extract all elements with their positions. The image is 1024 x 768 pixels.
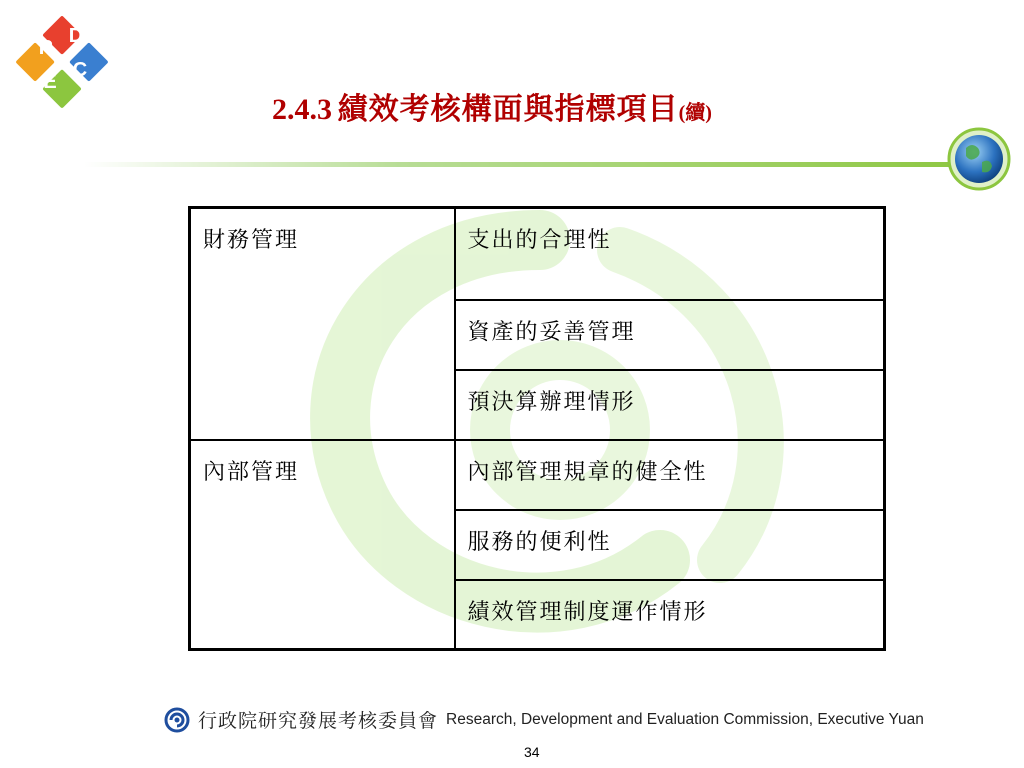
slide-title	[272, 84, 712, 128]
category-cell: 財務管理	[190, 208, 455, 440]
globe-icon	[955, 135, 1003, 183]
footer	[164, 706, 924, 733]
indicator-cell: 資產的妥善管理	[455, 300, 885, 370]
logo-letter-r: R	[38, 37, 54, 59]
rdec-logo	[14, 14, 110, 110]
table-row	[190, 208, 885, 300]
footer-org-chinese: 行政院研究發展考核委員會	[198, 710, 439, 732]
org-emblem-icon	[164, 707, 190, 733]
logo-letter-e: E	[43, 71, 57, 93]
indicator-cell: 服務的便利性	[455, 510, 885, 580]
indicator-cell: 支出的合理性	[455, 208, 885, 300]
indicator-cell: 預決算辦理情形	[455, 370, 885, 440]
page-number: 34	[524, 744, 540, 760]
title-number: 2.4.3	[272, 93, 332, 126]
table-row	[190, 440, 885, 510]
indicator-table	[188, 206, 886, 651]
logo-letter-c: C	[72, 59, 88, 81]
title-text: 績效考核構面與指標項目	[337, 92, 679, 127]
indicator-cell: 績效管理制度運作情形	[455, 580, 885, 650]
title-suffix: (續)	[678, 102, 712, 124]
category-cell: 內部管理	[190, 440, 455, 650]
logo-letter-d: D	[68, 25, 84, 47]
footer-org-english: Research, Development and Evaluation Commission, Executive Yuan	[446, 710, 924, 728]
header-rule	[0, 126, 1024, 196]
indicator-cell: 內部管理規章的健全性	[455, 440, 885, 510]
